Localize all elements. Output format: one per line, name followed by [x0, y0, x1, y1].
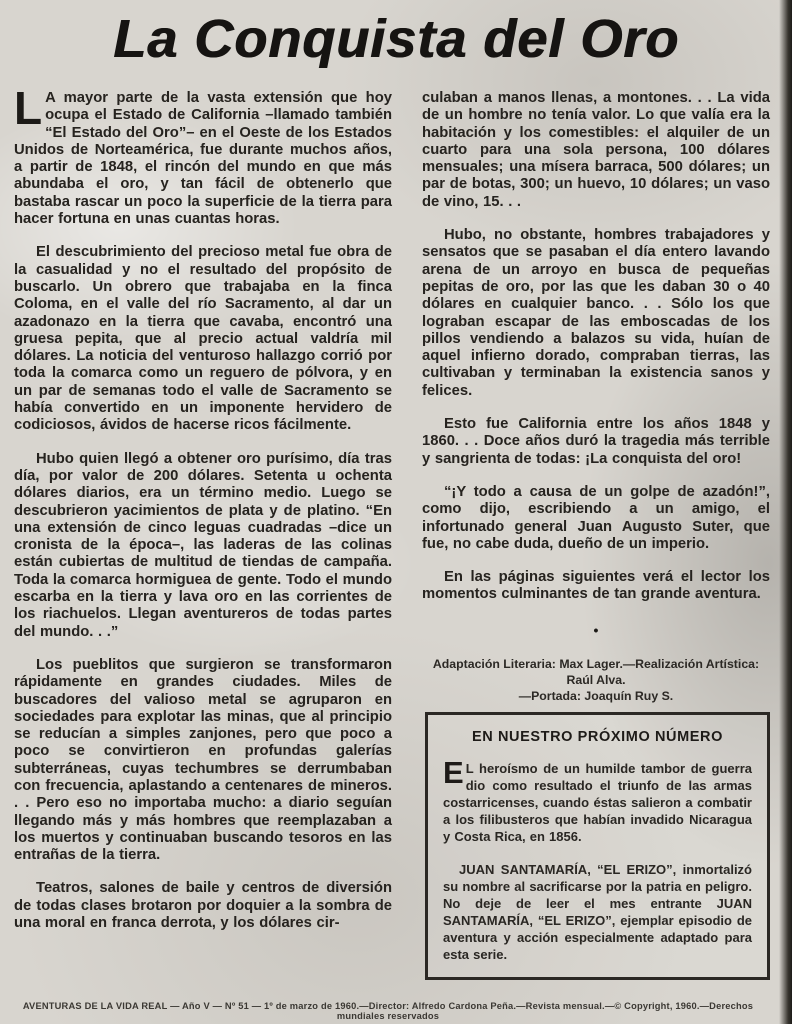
paragraph: Teatros, salones de baile y centros de diversión de todas clases brotaron por doquier a la sombra de una moral en franca derrota, y los dólares cir- [14, 880, 392, 932]
drop-cap: E [443, 755, 464, 790]
credits-line: Adaptación Literaria: Max Lager.—Realización Artística: Raúl Alva. [432, 656, 760, 687]
paragraph: El descubrimiento del precioso metal fue obra de la casualidad y no el resultado del propósito de buscarlo. Un obrero que trabajaba en la finca Coloma, en el valle del río Sacramento, al dar un azadonazo en la tierra que cavaba, encontró una gruesa pepita, que al precio actual valdría mil dólares. La noticia del venturoso hallazgo corrió por toda la comarca como un reguero de pólvora, y en un par de semanas todo el valle de Sacramento se había convertido en un imponente hervidero de codiciosos, ávidos de hacerse ricos fácilmente. [14, 244, 392, 434]
article-columns [0, 84, 792, 992]
section-divider-bullet: • [593, 621, 599, 638]
drop-cap: L [14, 82, 43, 134]
paragraph: JUAN SANTAMARÍA, “EL ERIZO”, inmortalizó su nombre al sacrificarse por la patria en peligro. No deje de leer el mes entrante JUAN SANTAMARÍA, “EL ERIZO”, ejemplar episodio de aventura y acción especialmente adaptado para esta serie. [443, 862, 752, 962]
left-column [14, 82, 392, 992]
credits-line: —Portada: Joaquín Ruy S. [518, 688, 674, 703]
paragraph: Esto fue California entre los años 1848 y 1860. . . Doce años duró la tragedia más terrible y sangrienta de todas: ¡La conquista del oro! [422, 416, 770, 467]
paragraph: En las páginas siguientes verá el lector los momentos culminantes de tan grande aventura. [422, 569, 770, 603]
credits-block [422, 656, 770, 704]
paragraph: Hubo quien llegó a obtener oro purísimo, día tras día, por valor de 200 dólares. Setenta u ochenta dólares diarios, era un término medio. Luego se descubrieron yacimientos de plata y de platino. “En una extensión de cinco leguas cuadradas –dice un cronista de la época–, las laderas de las colinas están cubiertas de multitud de tiendas de campaña. Toda la comarca hormiguea de gente. Todo el mundo escarba en la tierra y lava oro en las corrientes de los riachuelos. Llegan aventureros de todas partes del mundo. . .” [14, 450, 392, 640]
next-issue-heading: EN NUESTRO PRÓXIMO NÚMERO [471, 729, 724, 745]
paragraph-text: A mayor parte de la vasta extensión que hoy ocupa el Estado de California –llamado también “El Estado del Oro”– en el Oeste de los Estados Unidos de Norteamérica, fue durante muchos años, a partir de 1848, el rincón del mundo en que más abundaba el oro, y tan fácil de obtenerlo que bastaba rascar un poco la superficie de la tierra para hacer fortuna en unas cuantas horas. [14, 90, 392, 228]
paragraph-text: L heroísmo de un humilde tambor de guerra dio como resultado el triunfo de las armas costarricenses, cuando éstas salieron a combatir a los filibusteros que habían invadido Nicaragua y Costa Rica, en 1856. [443, 761, 752, 844]
next-issue-box [425, 712, 770, 980]
paragraph: culaban a manos llenas, a montones. . . La vida de un hombre no tenía valor. Lo que valía era la habitación y los comestibles: el alquiler de un cuarto para una sola persona, 100 dólares mensuales; una mísera barraca, 500 dólares; un par de botas, 300; un huevo, 10 dólares; un vaso de vino, 15. . . [422, 90, 770, 210]
paragraph: “¡Y todo a causa de un golpe de azadón!”, como dijo, escribiendo a un amigo, el infortunado general Juan Augusto Suter, que fue, no cabe duda, dueño de un imperio. [422, 483, 770, 552]
right-column [422, 90, 770, 992]
article-title: La Conquista del Oro [112, 9, 680, 69]
scan-edge-shadow [779, 0, 792, 1024]
paragraph [14, 82, 392, 228]
paragraph: Hubo, no obstante, hombres trabajadores y sensatos que se pasaban el día entero lavando arena de un arroyo en busca de pequeñas pepitas de oro, por las que les daban 30 o 40 dólares en cualquier banco. . . Sólo los que lograban escapar de las emboscadas de los pillos vendiendo a balazos su vida, huían de aquel infierno dorado, compraban tierras, las cultivaban y terminaban la existencia sanos y felices. [422, 227, 770, 399]
magazine-footer-line: AVENTURAS DE LA VIDA REAL — Año V — Nº 51 — 1º de marzo de 1960.—Director: Alfredo Cardona Peña.—Revista mensual.—© Copyright, 1960.—Derechos mundiales reservados [22, 1001, 754, 1021]
paragraph [443, 755, 752, 845]
paragraph: Los pueblitos que surgieron se transformaron rápidamente en grandes ciudades. Miles de buscadores del valioso metal se agruparon en sociedades para explotar las minas, que al principio se reducían a simples zanjones, pero que poco a poco se convirtieron en profundas galerías subterráneas, cuyas techumbres se derrumbaban con frecuencia, aplastando a centenares de mineros. . . Pero eso no importaba mucho: a diario seguían llegando más y más hombres que reemplazaban a los muertos y continuaban buscando tesoros en las entrañas de la tierra. [14, 656, 392, 864]
